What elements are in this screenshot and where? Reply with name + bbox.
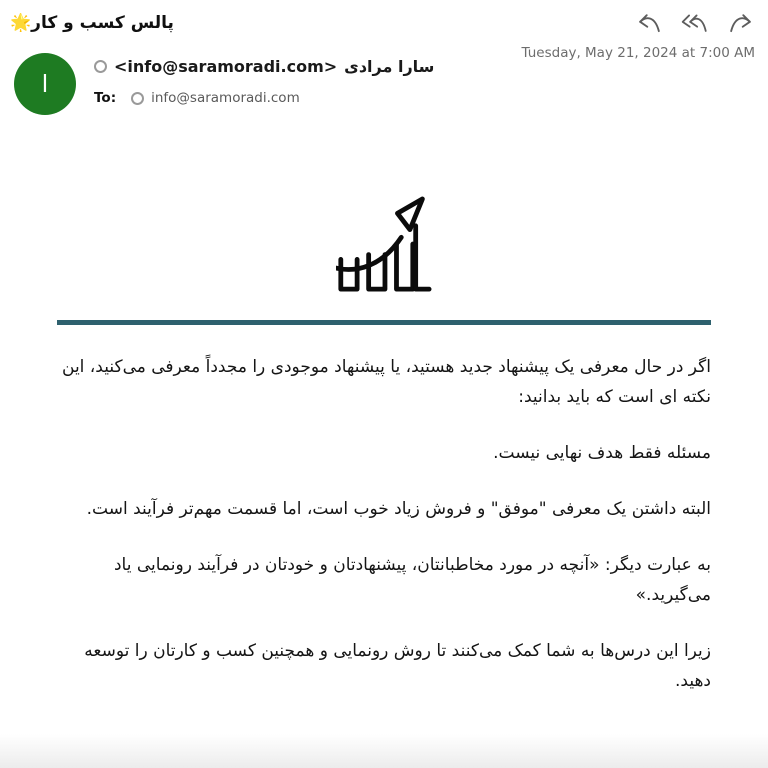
- growth-chart-logo-icon: [336, 282, 432, 301]
- message-header-bar: [0, 0, 768, 36]
- sender-block: [0, 36, 768, 115]
- message-date: Tuesday, May 21, 2024 at 7:00 AM: [521, 45, 755, 61]
- sender-email: <info@saramoradi.com>: [114, 57, 338, 76]
- paragraph: به عبارت دیگر: «آنچه در مورد مخاطبانتان، پیشنهادتان و خودتان در فرآیند رونمایی یاد می‌گیرید.»: [113, 555, 711, 605]
- teal-divider: [57, 320, 711, 325]
- bottom-edge-fade: [0, 734, 768, 768]
- email-subject: پالس کسب و کار🌟: [10, 13, 174, 33]
- sender-name: سارا مرادی: [344, 57, 435, 76]
- message-action-toolbar: [636, 13, 754, 35]
- contact-dot-icon: [94, 60, 107, 73]
- from-contact-chip[interactable]: [94, 57, 434, 76]
- sender-info: [94, 53, 434, 115]
- paragraph: البته داشتن یک معرفی "موفق" و فروش زیاد خوب است، اما قسمت مهم‌تر فرآیند است.: [86, 499, 711, 519]
- paragraph: اگر در حال معرفی یک پیشنهاد جدید هستید، یا پیشنهاد موجودی را مجدداً معرفی می‌کنید، این نکته ای است که باید بدانید:: [62, 357, 711, 407]
- to-row: [94, 90, 434, 106]
- to-label: To:: [94, 90, 117, 106]
- paragraph: مسئله فقط هدف نهایی نیست.: [493, 443, 711, 463]
- reply-button[interactable]: [636, 13, 663, 35]
- contact-dot-icon: [131, 92, 144, 105]
- email-body: [0, 193, 768, 696]
- logo-container: [57, 193, 711, 297]
- message-text: [57, 352, 711, 696]
- reply-all-button[interactable]: [680, 13, 710, 35]
- sender-avatar: ا: [14, 53, 76, 115]
- to-contact-chip[interactable]: [131, 90, 300, 106]
- to-email: info@saramoradi.com: [151, 90, 300, 106]
- forward-button[interactable]: [727, 13, 754, 35]
- paragraph: زیرا این درس‌ها به شما کمک می‌کنند تا روش رونمایی و همچنین کسب و کارتان را توسعه دهید.: [84, 641, 711, 691]
